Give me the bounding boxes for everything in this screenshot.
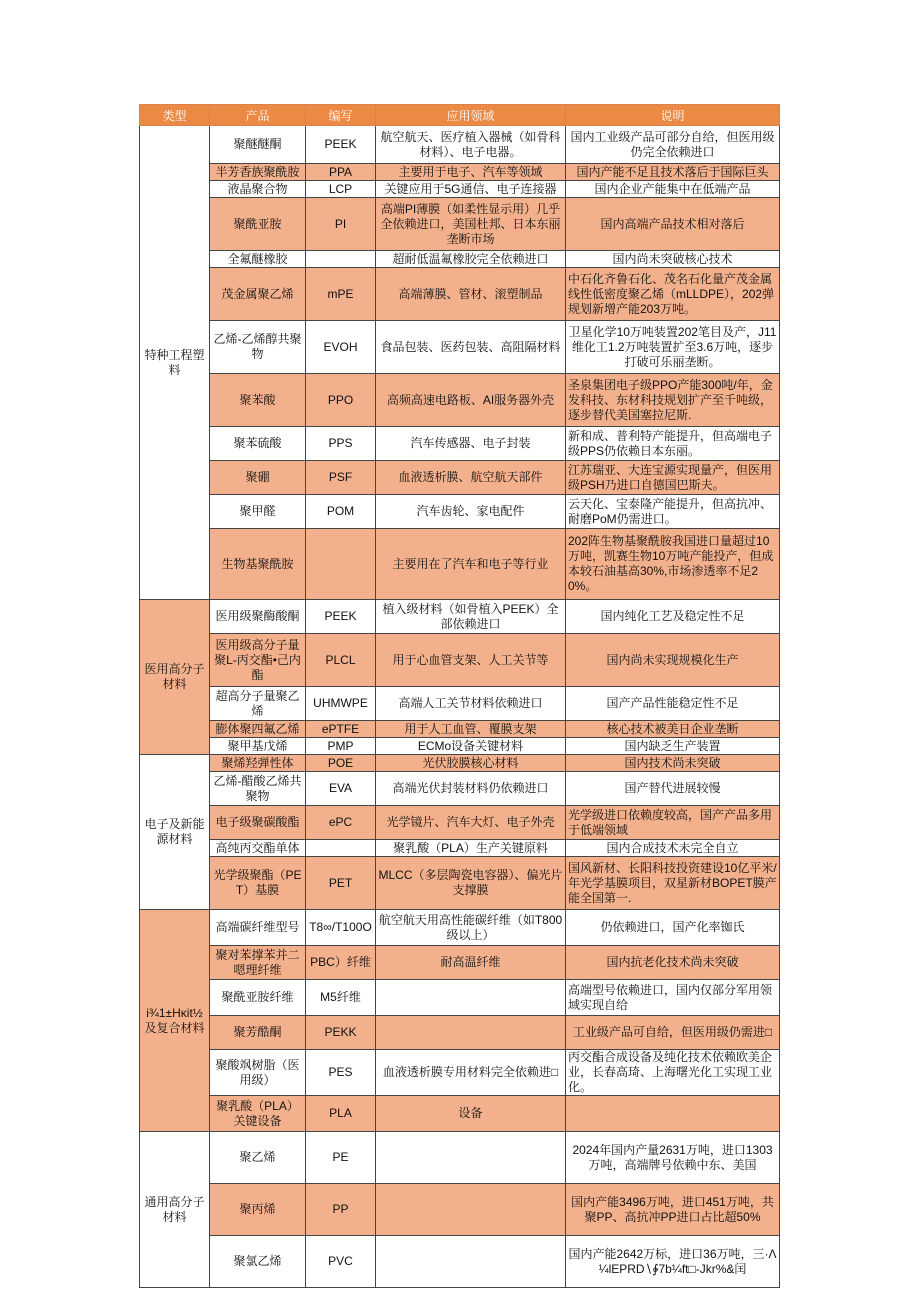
product-cell: 全氟醚橡胶 [210, 251, 306, 268]
product-cell: 高端碳纤维型号 [210, 910, 306, 946]
product-cell: 聚烯羟弹性体 [210, 755, 306, 772]
note-cell: 国内尚未突破核心技术 [566, 251, 780, 268]
note-cell: 圣泉集团电子级PPO产能300吨/年，金发科技、东材科技规划扩产至千吨级，逐步替代美国塞拉尼斯. [566, 374, 780, 427]
note-cell: 国产替代进展较慢 [566, 772, 780, 806]
product-cell: 医用级高分子量聚L-丙交酯•己内酯 [210, 634, 306, 687]
abbr-cell: PES [306, 1050, 376, 1096]
note-cell: 国内缺乏生产装置 [566, 738, 780, 755]
application-cell: 高端人工关节材料依赖进口 [376, 687, 566, 721]
application-cell: MLCC（多层陶瓷电容器）、偏光片支撑膜 [376, 857, 566, 910]
abbr-cell: T8∞/T100O [306, 910, 376, 946]
note-cell: 云天化、宝泰隆产能提升，但高抗冲、耐磨PoM仍需进口。 [566, 495, 780, 529]
abbr-cell: PSF [306, 461, 376, 495]
abbr-cell: PET [306, 857, 376, 910]
application-cell: 食品包装、医药包装、高阻隔材料 [376, 321, 566, 374]
product-cell: 光学级聚酯（PET）基膜 [210, 857, 306, 910]
application-cell: 高端PI薄膜（如柔性显示用）几乎全依赖进口，美国杜邦、日本东丽垄断市场 [376, 198, 566, 251]
product-cell: 聚甲基戊烯 [210, 738, 306, 755]
note-cell: 核心技术被美日企业垄断 [566, 721, 780, 738]
application-cell: 高端光伏封装材料仍依赖进口 [376, 772, 566, 806]
note-cell: 国内技术尚未突破 [566, 755, 780, 772]
note-cell: 国内高端产品技术相对落后 [566, 198, 780, 251]
product-table-wrapper [139, 104, 779, 1288]
abbr-cell: EVOH [306, 321, 376, 374]
note-cell: 国内产能不足且技术落后于国际巨头 [566, 164, 780, 181]
note-cell: 国内纯化工艺及稳定性不足 [566, 600, 780, 634]
category-cell: 医用高分子材料 [140, 600, 210, 755]
abbr-cell: PEKK [306, 1016, 376, 1050]
note-cell: 国内抗老化技术尚未突破 [566, 946, 780, 980]
table-row [140, 840, 780, 857]
product-cell: 聚苯硫酸 [210, 427, 306, 461]
table-row [140, 164, 780, 181]
note-cell: 新和成、普利特产能提升，但高端电子级PPS仍依赖日本东丽。 [566, 427, 780, 461]
product-cell: 生物基聚酰胺 [210, 529, 306, 600]
product-cell: 聚甲醛 [210, 495, 306, 529]
note-cell: 国内产能2642万标，进口36万吨，三·Λ¼lEPRD∖∲7b¼ft□-Jkr%&闰 [566, 1236, 780, 1288]
application-cell [376, 1184, 566, 1236]
abbr-cell: PPS [306, 427, 376, 461]
product-cell: 聚醚醚酮 [210, 126, 306, 164]
table-row [140, 772, 780, 806]
product-cell: 半芳香族聚酰胺 [210, 164, 306, 181]
abbr-cell [306, 529, 376, 600]
application-cell: 航空航天、医疗植入器械（如骨科材料）、电子电器。 [376, 126, 566, 164]
abbr-cell [306, 840, 376, 857]
product-cell: 医用级聚酶酸酮 [210, 600, 306, 634]
table-row [140, 427, 780, 461]
table-row [140, 181, 780, 198]
abbr-cell: PEEK [306, 126, 376, 164]
table-row [140, 980, 780, 1016]
table-row [140, 1096, 780, 1132]
product-cell: 聚丙烯 [210, 1184, 306, 1236]
product-cell: 聚硼 [210, 461, 306, 495]
header-category: 类型 [140, 105, 210, 126]
application-cell: 高端薄膜、管材、滚塑制品 [376, 268, 566, 321]
note-cell: 国内产能3496万吨，进口451万吨，共聚PP、高抗冲PP进口占比超50% [566, 1184, 780, 1236]
product-cell: 聚酸飒树脂（医用级） [210, 1050, 306, 1096]
product-cell: 液晶聚合物 [210, 181, 306, 198]
abbr-cell: PE [306, 1132, 376, 1184]
note-cell: 江苏瑞亚、大连宝源实现量产，但医用级PSH乃进口自德国巴斯夫。 [566, 461, 780, 495]
abbr-cell [306, 251, 376, 268]
abbr-cell: PLCL [306, 634, 376, 687]
application-cell [376, 1016, 566, 1050]
product-cell: 电子级聚碳酸酯 [210, 806, 306, 840]
product-cell: 聚酰亚胺 [210, 198, 306, 251]
table-row [140, 721, 780, 738]
application-cell: 航空航天用高性能碳纤维（如T800级以上） [376, 910, 566, 946]
note-cell: 中石化齐鲁石化、茂名石化量产茂金属线性低密度聚乙烯（mLLDPE），202弹规划新增产能203万吨。 [566, 268, 780, 321]
table-row [140, 1184, 780, 1236]
table-row [140, 374, 780, 427]
application-cell: 设备 [376, 1096, 566, 1132]
application-cell [376, 980, 566, 1016]
note-cell: 丙交酯合成设备及纯化技术依赖欧美企业，长春高琦、上海曙光化工实现工业化。 [566, 1050, 780, 1096]
table-row [140, 634, 780, 687]
application-cell: 聚乳酸（PLA）生产关键原料 [376, 840, 566, 857]
abbr-cell: POE [306, 755, 376, 772]
abbr-cell: PMP [306, 738, 376, 755]
category-cell: 通用高分子材料 [140, 1132, 210, 1288]
application-cell: 血液透析膜、航空航天部件 [376, 461, 566, 495]
application-cell: 光学镜片、汽车大灯、电子外壳 [376, 806, 566, 840]
note-cell: 卫星化学10万吨装置202笔目及产，J11维化工1.2万吨装置扩至3.6万吨，逐步打破可乐丽垄断。 [566, 321, 780, 374]
application-cell: 汽车传感器、电子封装 [376, 427, 566, 461]
application-cell: 高频高速电路板、AI服务器外壳 [376, 374, 566, 427]
abbr-cell: UHMWPE [306, 687, 376, 721]
header-note: 说明 [566, 105, 780, 126]
table-row [140, 910, 780, 946]
product-cell: 聚酰亚胺纤维 [210, 980, 306, 1016]
note-cell: 国内工业级产品可部分自给，但医用级仍完全依赖进口 [566, 126, 780, 164]
product-cell: 聚芳酷酮 [210, 1016, 306, 1050]
application-cell: ECMo设备关键材料 [376, 738, 566, 755]
abbr-cell: PI [306, 198, 376, 251]
abbr-cell: mPE [306, 268, 376, 321]
application-cell: 汽车齿轮、家电配件 [376, 495, 566, 529]
abbr-cell: PVC [306, 1236, 376, 1288]
application-cell: 关键应用于5G通信、电子连接器 [376, 181, 566, 198]
table-body [140, 126, 780, 1288]
table-row [140, 806, 780, 840]
application-cell: 主要用在了汽车和电子等行业 [376, 529, 566, 600]
application-cell: 血液透析膜专用材料完全依赖进□ [376, 1050, 566, 1096]
application-cell [376, 1236, 566, 1288]
table-row [140, 198, 780, 251]
abbr-cell: PEEK [306, 600, 376, 634]
application-cell: 用于人工血管、覆膜支架 [376, 721, 566, 738]
note-cell: 高端型号依赖进口，国内仅部分军用领域实现自给 [566, 980, 780, 1016]
product-cell: 聚苯酸 [210, 374, 306, 427]
header-row [140, 105, 780, 126]
product-cell: 膨体聚四氟乙烯 [210, 721, 306, 738]
product-cell: 茂金属聚乙烯 [210, 268, 306, 321]
note-cell: 仍依赖进口，国产化率铷氏 [566, 910, 780, 946]
abbr-cell: ePTFE [306, 721, 376, 738]
note-cell: 202阵生物基聚酰胺我国进口量超过10万吨，凯赛生物10万吨产能投产，但成本较石油基高30%,市场渗透率不足20%。 [566, 529, 780, 600]
table-row [140, 495, 780, 529]
note-cell [566, 1096, 780, 1132]
table-row [140, 1132, 780, 1184]
table-row [140, 126, 780, 164]
note-cell: 国内合成技术未完全自立 [566, 840, 780, 857]
table-row [140, 1050, 780, 1096]
table-row [140, 268, 780, 321]
application-cell: 光伏胶膜核心材料 [376, 755, 566, 772]
product-cell: 聚对苯撑苯并二嗯理纤维 [210, 946, 306, 980]
application-cell: 超耐低温氟橡胶完全依赖进口 [376, 251, 566, 268]
note-cell: 光学级进口依赖度较高，国产产品多用于低端领域 [566, 806, 780, 840]
table-row [140, 1016, 780, 1050]
table-row [140, 946, 780, 980]
table-row [140, 687, 780, 721]
abbr-cell: PBC）纤维 [306, 946, 376, 980]
application-cell: 耐高温纤维 [376, 946, 566, 980]
product-cell: 乙烯-乙烯醇共聚物 [210, 321, 306, 374]
product-cell: 聚乙烯 [210, 1132, 306, 1184]
abbr-cell: LCP [306, 181, 376, 198]
table-row [140, 1236, 780, 1288]
product-cell: 高纯丙交酯单体 [210, 840, 306, 857]
product-cell: 聚氯乙烯 [210, 1236, 306, 1288]
application-cell [376, 1132, 566, 1184]
abbr-cell: PP [306, 1184, 376, 1236]
product-cell: 乙烯-醋酸乙烯共聚物 [210, 772, 306, 806]
category-cell: i¾1±Hκit½及复合材料 [140, 910, 210, 1132]
table-row [140, 251, 780, 268]
application-cell: 植入级材料（如骨植入PEEK）全部依赖进口 [376, 600, 566, 634]
product-cell: 超高分子量聚乙烯 [210, 687, 306, 721]
table-row [140, 461, 780, 495]
application-cell: 主要用于电子、汽车等领域 [376, 164, 566, 181]
note-cell: 国内企业产能集中在低端产品 [566, 181, 780, 198]
abbr-cell: PPO [306, 374, 376, 427]
note-cell: 工业级产品可自给，但医用级仍需进□ [566, 1016, 780, 1050]
abbr-cell: ePC [306, 806, 376, 840]
header-product: 产品 [210, 105, 306, 126]
abbr-cell: PPA [306, 164, 376, 181]
note-cell: 国风新材、长阳科技投资建设10亿平米/年光学基膜项目，双星新材BOPET膜产能全国第一. [566, 857, 780, 910]
header-abbr: 编写 [306, 105, 376, 126]
note-cell: 2024年国内产量2631万吨，进口1303万吨，高端牌号依赖中东、美国 [566, 1132, 780, 1184]
table-row [140, 529, 780, 600]
category-cell: 特种工程塑料 [140, 126, 210, 600]
note-cell: 国内尚未实现规模化生产 [566, 634, 780, 687]
application-cell: 用于心血管支架、人工关节等 [376, 634, 566, 687]
category-cell: 电子及新能源材料 [140, 755, 210, 910]
header-application: 应用领域 [376, 105, 566, 126]
table-row [140, 857, 780, 910]
product-cell: 聚乳酸（PLA）关键设备 [210, 1096, 306, 1132]
abbr-cell: POM [306, 495, 376, 529]
abbr-cell: M5纤维 [306, 980, 376, 1016]
abbr-cell: EVA [306, 772, 376, 806]
table-row [140, 600, 780, 634]
note-cell: 国产产品性能稳定性不足 [566, 687, 780, 721]
table-row [140, 321, 780, 374]
abbr-cell: PLA [306, 1096, 376, 1132]
table-row [140, 755, 780, 772]
table-row [140, 738, 780, 755]
materials-table [139, 104, 780, 1288]
